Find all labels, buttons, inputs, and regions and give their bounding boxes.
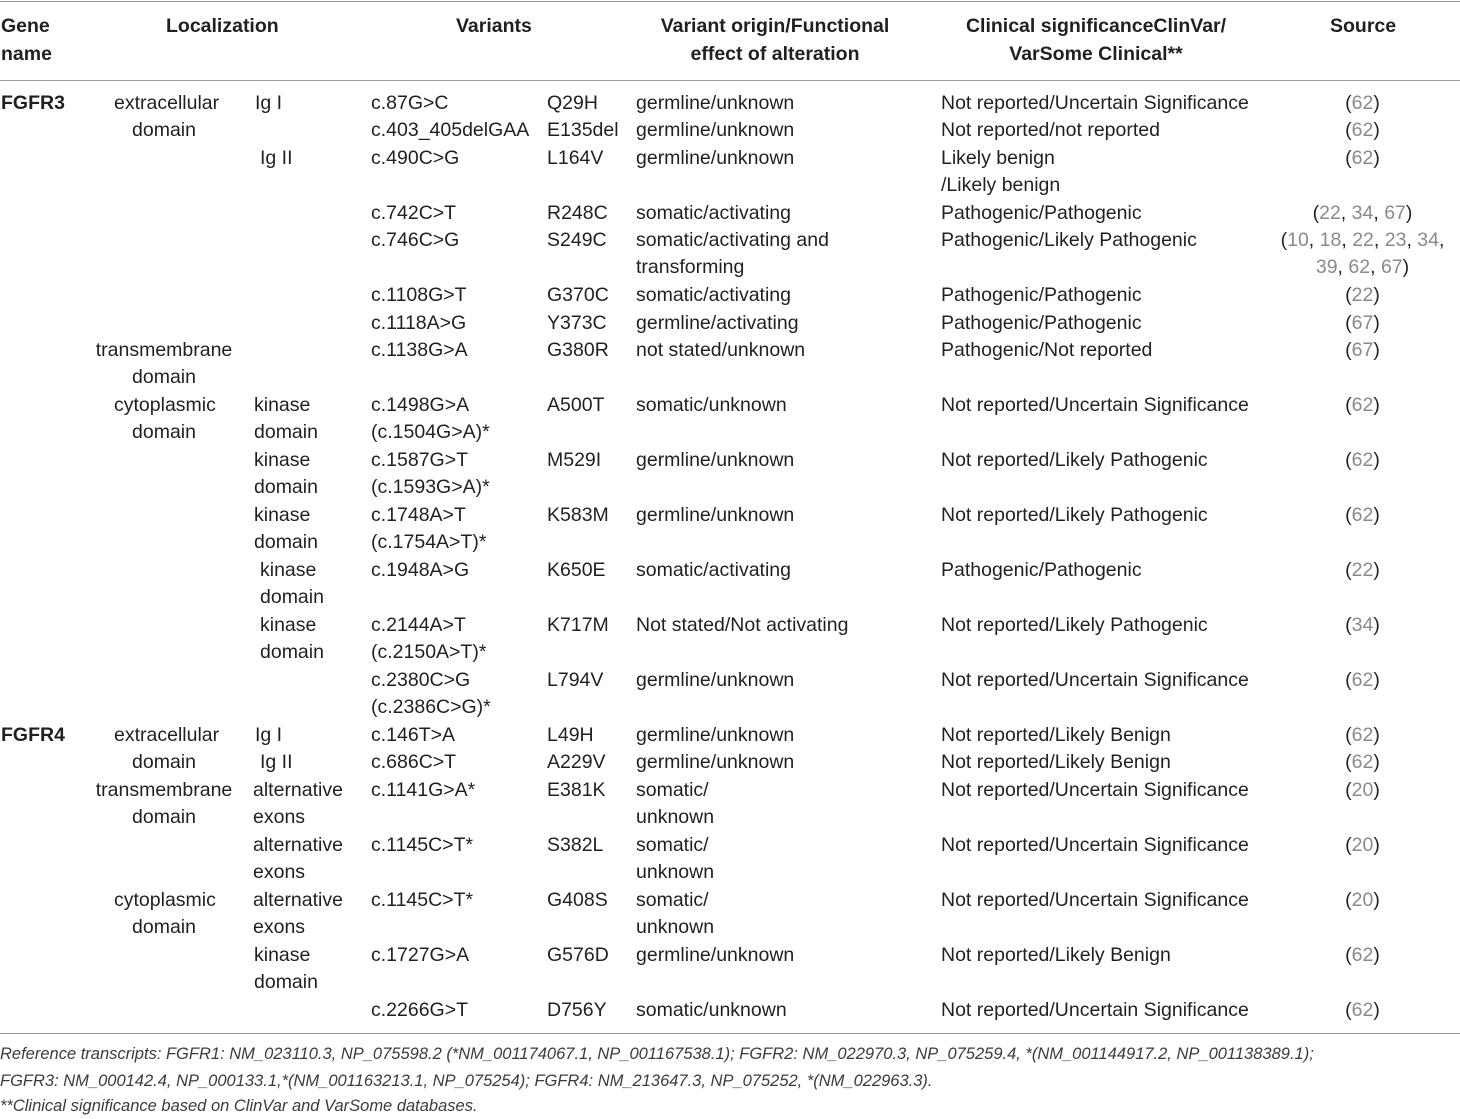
clinical-significance: Likely benign /Likely benign [941,147,1061,197]
source-refs: (62) [1345,147,1380,169]
reference-link: 22 [1319,202,1341,224]
localization-domain [94,777,234,832]
reference-link: 62 [1351,504,1374,526]
variant-origin: germline/unknown [636,504,795,526]
reference-link: 20 [1351,889,1374,911]
cdna-variant: c.1748A>T (c.1754A>T)* [371,504,487,554]
reference-link: 20 [1351,834,1374,856]
protein-variant: S382L [547,834,604,856]
reference-link: 62 [1348,256,1371,279]
source-refs: (62) [1345,669,1380,691]
cdna-variant: c.746C>G [371,229,460,251]
variant-origin: somatic/unknown [636,394,787,416]
protein-variant: L794V [547,669,604,691]
source-refs: (20) [1345,889,1380,911]
variant-origin: somatic/activating and transforming [636,229,829,279]
reference-link: 67 [1384,202,1406,224]
protein-variant: E381K [547,779,606,801]
clinical-significance: Pathogenic/Pathogenic [941,284,1142,306]
protein-variant: Y373C [547,312,607,334]
sub-localization: Ig II [260,147,293,169]
cdna-variant: c.1141G>A* [371,779,476,801]
bottom-rule [0,1033,1460,1034]
sub-localization: Ig II [260,751,293,773]
cdna-variant: c.1727G>A [371,944,470,966]
source-refs: (62) [1345,999,1380,1021]
domain-line: cytoplasmic [114,394,216,416]
header-gene-name: Gene name [1,15,52,65]
protein-variant: Q29H [547,92,598,114]
reference-link: 62 [1351,119,1374,141]
reference-link: 22 [1351,284,1374,306]
reference-link: 62 [1351,449,1374,471]
protein-variant: G576D [547,944,609,966]
clinical-significance: Not reported/Uncertain Significance [941,999,1249,1021]
sub-localization: Ig I [255,92,283,114]
clinical-significance: Pathogenic/Not reported [941,339,1153,361]
sub-localization: kinase domain [254,449,318,499]
domain-line: cytoplasmic [114,889,216,911]
variant-origin: germline/unknown [636,449,795,471]
variant-origin: somatic/ unknown [636,834,715,884]
reference-link: 67 [1351,312,1374,334]
sub-localization: Ig I [255,724,283,746]
source-refs: (22) [1345,559,1380,581]
top-rule [0,1,1460,2]
source-refs: (62) [1345,724,1380,746]
variant-origin: germline/unknown [636,724,795,746]
clinical-significance: Not reported/Uncertain Significance [941,779,1249,801]
domain-line: transmembrane [95,779,233,801]
variant-origin: somatic/activating [636,559,791,581]
localization-domain [114,722,220,777]
variant-origin: somatic/unknown [636,999,787,1021]
cdna-variant: c.490C>G [371,147,460,169]
reference-link: 20 [1351,779,1374,801]
clinical-significance: Pathogenic/Pathogenic [941,202,1142,224]
cdna-variant: c.1498G>A (c.1504G>A)* [371,394,490,444]
gene-name: FGFR4 [1,724,65,746]
reference-link: 10 [1287,229,1309,251]
clinical-significance: Not reported/not reported [941,119,1160,141]
domain-line: domain [132,366,196,389]
cdna-variant: c.1948A>G [371,559,470,581]
protein-variant: G408S [547,889,608,911]
localization-domain [94,337,234,392]
reference-link: 62 [1351,999,1374,1021]
variant-origin: germline/unknown [636,944,795,966]
clinical-significance: Not reported/Uncertain Significance [941,92,1249,114]
cdna-variant: c.146T>A [371,724,456,746]
domain-line: domain [132,751,196,774]
protein-variant: K583M [547,504,609,526]
clinical-significance: Pathogenic/Likely Pathogenic [941,229,1197,251]
cdna-variant: c.742C>T [371,202,457,224]
reference-link: 62 [1351,724,1374,746]
header-localization: Localization [166,15,279,37]
header-variants: Variants [456,15,532,37]
variant-origin: somatic/ unknown [636,779,715,829]
cdna-variant: c.2266G>T [371,999,469,1021]
variant-origin: somatic/activating [636,202,791,224]
domain-line: extracellular [114,92,220,114]
header-source: Source [1330,15,1397,37]
cdna-variant: c.1138G>A [371,339,468,361]
reference-link: 39 [1315,256,1338,279]
sub-localization: alternative exons [253,889,343,939]
source-refs: (62) [1345,92,1380,114]
variant-origin: not stated/unknown [636,339,806,361]
protein-variant: M529I [547,449,602,471]
reference-link: 62 [1351,944,1374,966]
protein-variant: G380R [547,339,609,361]
domain-line: domain [132,421,196,444]
footnote: FGFR3: NM_000142.4, NP_000133.1,*(NM_001163213.1, NP_075254); FGFR4: NM_213647.3, NP_075252, *(NM_022963.3). [0,1072,933,1090]
cdna-variant: c.2144A>T (c.2150A>T)* [371,614,487,664]
clinical-significance: Not reported/Uncertain Significance [941,834,1249,856]
clinical-significance: Not reported/Likely Pathogenic [941,449,1208,471]
source-refs: (62) [1345,449,1380,471]
reference-link: 34 [1351,202,1374,224]
clinical-significance: Pathogenic/Pathogenic [941,559,1142,581]
cdna-variant: c.87G>C [371,92,449,114]
clinical-significance: Not reported/Uncertain Significance [941,669,1249,691]
cdna-variant: c.686C>T [371,751,457,773]
source-refs: (62) [1345,394,1380,416]
reference-link: 34 [1417,229,1439,251]
header-variant-origin: Variant origin/Functional effect of alteration [660,15,890,65]
localization-domain [114,90,220,145]
variant-origin: germline/unknown [636,119,795,141]
sub-localization: kinase domain [254,944,318,994]
protein-variant: R248C [547,202,608,224]
protein-variant: L49H [547,724,594,746]
protein-variant: D756Y [547,999,607,1021]
protein-variant: S249C [547,229,607,251]
clinical-significance: Not reported/Likely Benign [941,944,1171,966]
source-refs: (10, 18, 22, 23, 34, 39, 62, 67) [1280,229,1445,279]
cdna-variant: c.1108G>T [371,284,467,306]
source-refs: (20) [1345,779,1380,801]
header-rule [0,80,1460,81]
reference-link: 62 [1351,669,1374,691]
reference-link: 18 [1319,229,1342,251]
source-refs: (22) [1345,284,1380,306]
cdna-variant: c.1145C>T* [371,889,474,911]
reference-link: 22 [1352,229,1374,251]
header-clinical-significance: Clinical significanceClinVar/ VarSome Clinical** [965,15,1227,65]
reference-link: 67 [1380,256,1403,279]
footnote: Reference transcripts: FGFR1: NM_023110.3, NP_075598.2 (*NM_001174067.1, NP_001167538.1); FGFR2: NM_022970.3, NP_075259.4, *(NM_001144917.2, NP_001138389.1); [0,1045,1314,1063]
reference-link: 62 [1351,147,1374,169]
clinical-significance: Not reported/Likely Benign [941,724,1171,746]
clinical-significance: Not reported/Likely Pathogenic [941,614,1208,636]
reference-link: 67 [1351,339,1374,361]
clinical-significance: Not reported/Likely Pathogenic [941,504,1208,526]
clinical-significance: Not reported/Likely Benign [941,751,1171,773]
reference-link: 62 [1351,751,1374,773]
reference-link: 23 [1384,229,1407,251]
reference-link: 62 [1351,92,1374,114]
sub-localization: alternative exons [253,834,343,884]
cdna-variant: c.1118A>G [371,312,467,334]
clinical-significance: Not reported/Uncertain Significance [941,394,1249,416]
domain-line: extracellular [114,724,220,746]
clinical-significance: Not reported/Uncertain Significance [941,889,1249,911]
variant-origin: somatic/activating [636,284,791,306]
gene-name: FGFR3 [1,92,65,114]
variant-origin: germline/activating [636,312,799,334]
reference-link: 22 [1351,559,1374,581]
sub-localization: kinase domain [260,559,324,609]
source-refs: (62) [1345,504,1380,526]
source-refs: (20) [1345,834,1380,856]
cdna-variant: c.403_405delGAA [371,119,530,141]
cdna-variant: c.2380C>G (c.2386C>G)* [371,669,491,719]
variant-origin: Not stated/Not activating [636,614,849,636]
cdna-variant: c.1587G>T (c.1593G>A)* [371,449,490,499]
protein-variant: L164V [547,147,604,169]
variant-origin: germline/unknown [636,669,795,691]
source-refs: (62) [1345,751,1380,773]
variant-origin: somatic/ unknown [636,889,715,939]
cdna-variant: c.1145C>T* [371,834,474,856]
sub-localization: kinase domain [254,504,318,554]
source-refs: (34) [1345,614,1380,636]
reference-link: 62 [1351,394,1374,416]
protein-variant: G370C [547,284,609,306]
source-refs: (22, 34, 67) [1312,202,1413,224]
variant-origin: germline/unknown [636,92,795,114]
protein-variant: A229V [547,751,606,773]
protein-variant: E135del [547,119,619,141]
sub-localization: kinase domain [254,394,318,444]
protein-variant: K650E [547,559,606,581]
source-refs: (62) [1345,944,1380,966]
variant-origin: germline/unknown [636,751,795,773]
source-refs: (62) [1345,119,1380,141]
source-refs: (67) [1345,312,1380,334]
protein-variant: A500T [547,394,605,416]
protein-variant: K717M [547,614,609,636]
sub-localization: alternative exons [253,779,343,829]
localization-domain [114,392,214,447]
localization-domain [114,887,214,942]
domain-line: domain [132,806,196,829]
footnote: **Clinical significance based on ClinVar and VarSome databases. [0,1097,478,1115]
reference-link: 34 [1351,614,1374,636]
variant-origin: germline/unknown [636,147,795,169]
clinical-significance: Pathogenic/Pathogenic [941,312,1142,334]
domain-line: domain [132,916,196,939]
domain-line: domain [132,119,196,142]
source-refs: (67) [1345,339,1380,361]
domain-line: transmembrane [95,339,233,361]
sub-localization: kinase domain [260,614,324,664]
